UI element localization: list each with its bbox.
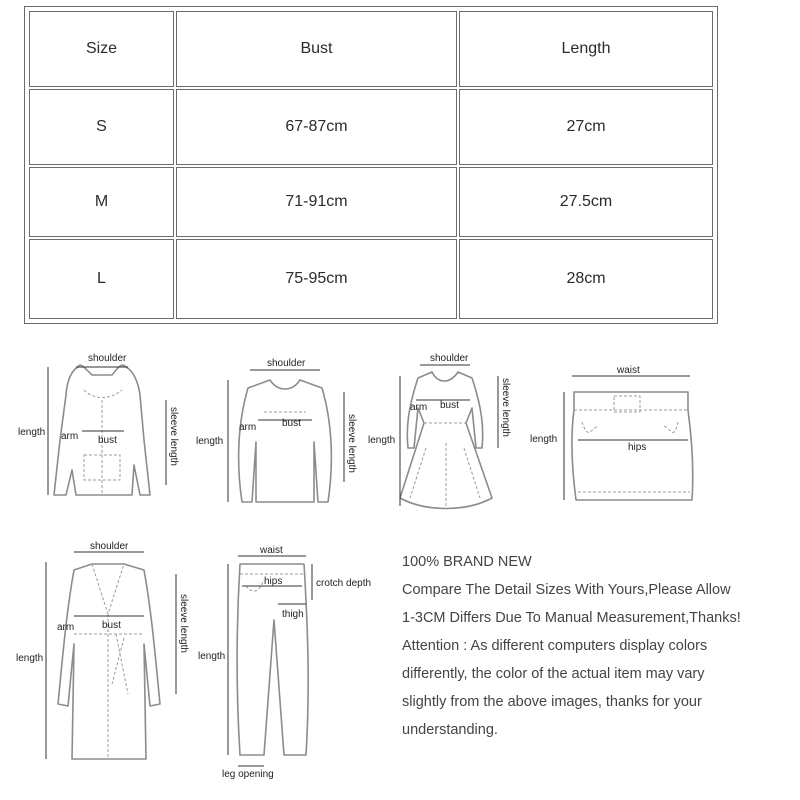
note-measurement: 1-3CM Differs Due To Manual Measurement,Thanks!	[402, 610, 741, 626]
label-hips: hips	[264, 576, 283, 587]
table-row	[29, 167, 713, 237]
label-hips: hips	[628, 442, 647, 453]
table-row	[29, 89, 713, 165]
label-crotch-depth: crotch depth	[316, 578, 372, 589]
label-shoulder: shoulder	[90, 541, 129, 552]
label-arm: arm	[57, 622, 75, 633]
table-header-row	[29, 11, 713, 87]
label-length: length	[18, 427, 46, 438]
cell-bust: 67-87cm	[176, 89, 457, 165]
label-length: length	[368, 435, 396, 446]
sweater-diagram	[192, 352, 372, 512]
header-bust: Bust	[176, 11, 457, 87]
table-row	[29, 239, 713, 319]
label-waist: waist	[260, 545, 283, 556]
label-bust: bust	[102, 620, 121, 631]
cell-length: 27.5cm	[459, 167, 713, 237]
label-length: length	[198, 651, 226, 662]
label-arm: arm	[239, 422, 257, 433]
cell-length: 28cm	[459, 239, 713, 319]
label-sleeve-length: sleeve length	[500, 378, 511, 437]
label-bust: bust	[440, 400, 459, 411]
header-size: Size	[29, 11, 174, 87]
label-length: length	[196, 436, 224, 447]
note-compare: Compare The Detail Sizes With Yours,Please Allow	[402, 582, 731, 598]
label-shoulder: shoulder	[267, 358, 306, 369]
cell-size: M	[29, 167, 174, 237]
hoodie-diagram	[12, 345, 192, 510]
skirt-diagram	[528, 360, 708, 515]
cell-bust: 75-95cm	[176, 239, 457, 319]
label-bust: bust	[282, 418, 301, 429]
label-length: length	[16, 653, 44, 664]
cell-bust: 71-91cm	[176, 167, 457, 237]
pants-diagram	[192, 540, 392, 785]
label-arm: arm	[61, 431, 79, 442]
note-attention: Attention : As different computers display colors	[402, 638, 708, 654]
size-chart-table	[24, 6, 718, 324]
header-length: Length	[459, 11, 713, 87]
cell-size: S	[29, 89, 174, 165]
cell-size: L	[29, 239, 174, 319]
label-arm: arm	[410, 402, 428, 413]
note-brand-new: 100% BRAND NEW	[402, 554, 532, 570]
product-notes	[402, 548, 794, 744]
note-images: slightly from the above images, thanks for your	[402, 694, 702, 710]
label-bust: bust	[98, 435, 117, 446]
pants-outline-icon	[237, 564, 308, 755]
label-sleeve-length: sleeve length	[346, 414, 357, 473]
note-colors: differently, the color of the actual item may vary	[402, 666, 705, 682]
label-thigh: thigh	[282, 609, 304, 620]
label-sleeve-length: sleeve length	[178, 594, 189, 653]
label-shoulder: shoulder	[430, 353, 469, 364]
coat-outline-icon	[58, 564, 160, 759]
label-waist: waist	[617, 365, 640, 376]
label-length: length	[530, 434, 558, 445]
sweater-outline-icon	[239, 380, 332, 502]
note-understanding: understanding.	[402, 722, 498, 738]
cell-length: 27cm	[459, 89, 713, 165]
label-sleeve-length: sleeve length	[168, 407, 179, 466]
label-leg-opening: leg opening	[222, 769, 274, 780]
coat-diagram	[12, 534, 202, 774]
label-shoulder: shoulder	[88, 353, 127, 364]
dress-diagram	[366, 348, 526, 518]
